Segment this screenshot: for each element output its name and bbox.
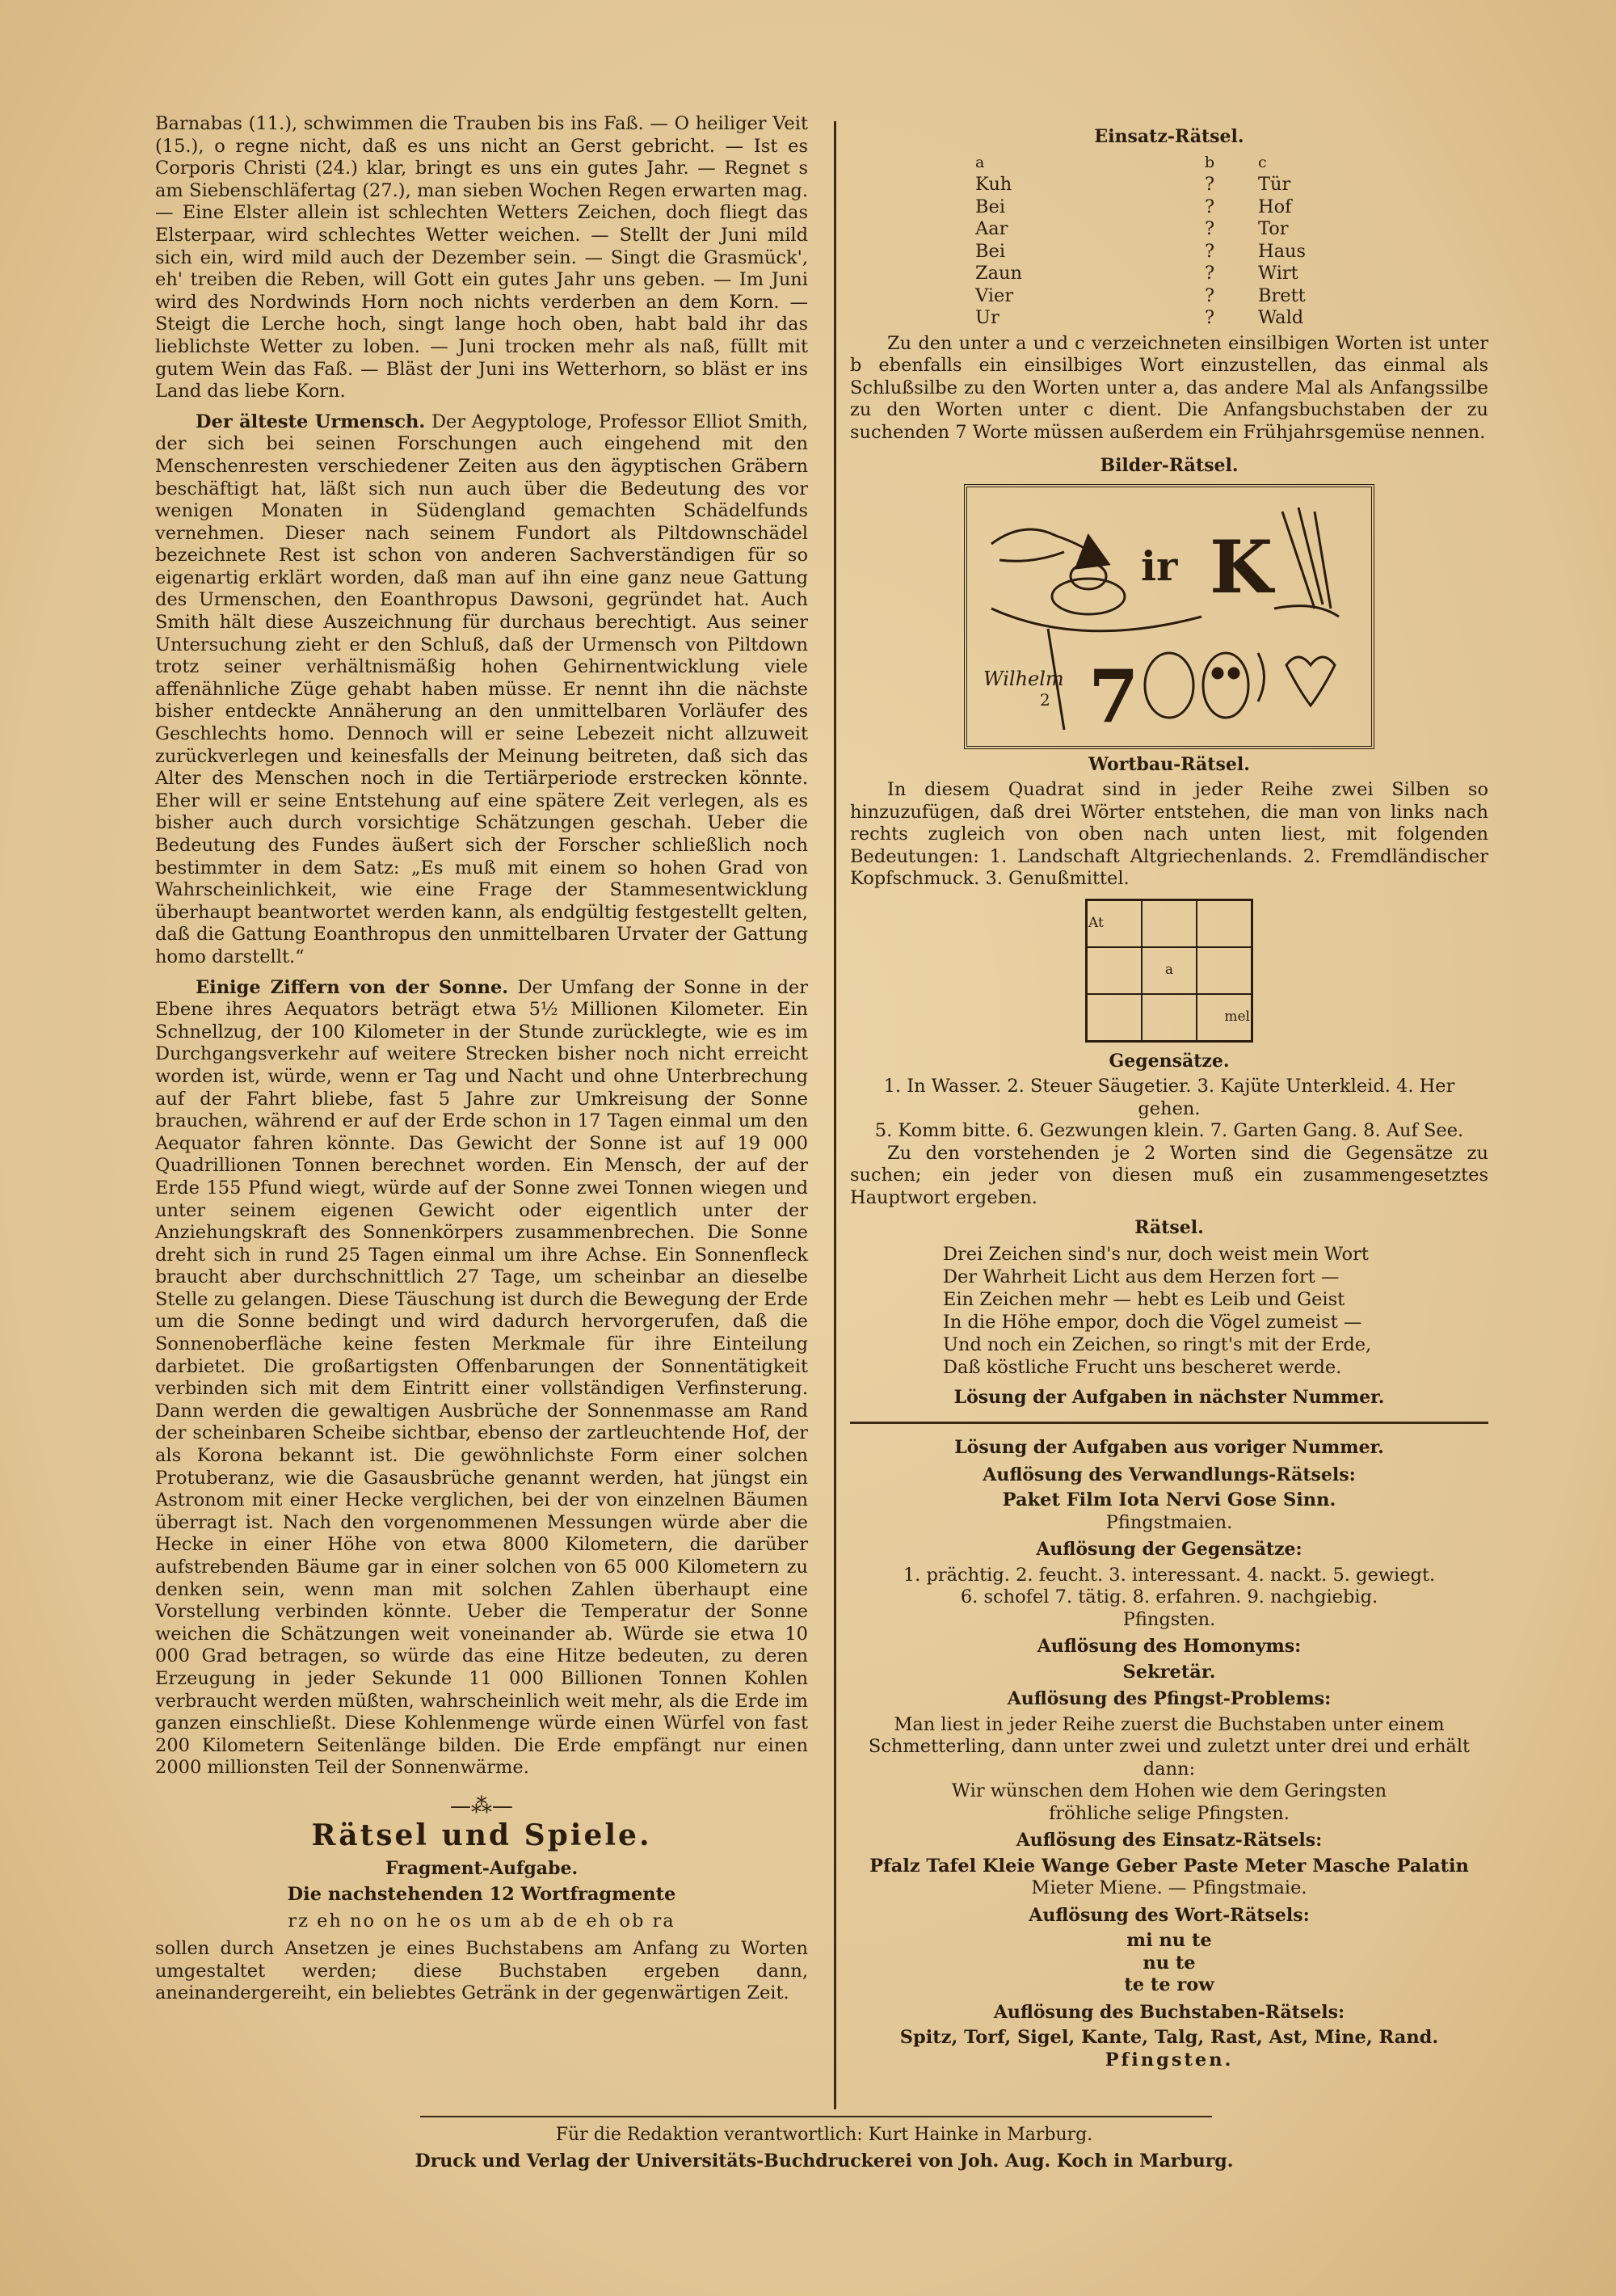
right-column xyxy=(850,121,1488,2071)
einsatz-row xyxy=(943,241,1395,263)
wheat-drawing xyxy=(1274,605,1339,616)
rebus-seven: 7 xyxy=(1088,653,1139,739)
wortbau-title: Wortbau-Rätsel. xyxy=(1088,753,1250,775)
einsatz-cell: ? xyxy=(1204,218,1215,239)
geg-title: Auflösung der Gegensätze: xyxy=(1036,1539,1302,1560)
sonne-text: Der Umfang der Sonne in der Ebene ihres Aequators beträgt etwa 5½ Millionen Kilometer. Ein Schnellzug, der 100 Kilometer in der Stunde zurücklegte, wie es im Durchgangsverkehr auf weitere Strecken bisher noch nicht erreicht worden ist, würde, wenn er Tag und Nacht und ohne Unterbrechung auf der Fahrt bliebe, fast 5 Jahre zur Umkreisung der Sonne brauchen, während er auf der Erde schon in 17 Tagen einmal um den Aequator fahren könnte. Das Gewicht der Sonne ist auf 19 000 Quadrillionen Tonnen berechnet worden. Ein Mensch, der auf der Erde 155 Pfund wiegt, würde auf der Sonne zwei Tonnen wiegen und unter seinem eigenen Gewicht oder eigentlich unter der Anziehungskraft des Sonnenkörpers zusammenbrechen. Die Sonne dreht sich in rund 25 Tagen einmal um ihre Achse. Ein Sonnenfleck braucht aber durchschnittlich 27 Tage, um scheinbar an dieselbe Stelle zu gelangen. Diese Täuschung ist durch die Bewegung der Erde um die Sonne bedingt und wird dadurch hervorgerufen, daß die Sonnenoberfläche keine festen Merkmale für ihre Einteilung darbietet. Die großartigsten Offenbarungen der Sonnentätigkeit verbinden sich mit dem Eintritt einer vollständigen Verfinsterung. Dann werden die gewaltigen Ausbrüche der Sonnenmasse am Rand der scheinbaren Scheibe sichtbar, ebenso der zartleuchtende Hof, der als Korona bekannt ist. Die gewöhnlichste Form einer solchen Protuberanz, wie die Gasausbrüche genannt werden, hat jüngst ein Astronom mit einer Hecke verglichen, bei der von einzelnen Bäumen überragt ist. Nach den vorgenommenen Messungen würde aber die Hecke in einer Höhe von etwa 8000 Kilometern, die darüber aufstrebenden Bäume gar in einer solchen von 65 000 Kilometern zu denken sein, wenn man mit solchen Zahlen überhaupt eine Vorstellung verbinden könnte. Ueber die Temperatur der Sonne weichen die Schätzungen weit voneinander ab. Würde sie etwa 10 000 Grad betragen, so würde das eine Hitze bedeuten, zu deren Erzeugung in jeder Sekunde 11 000 Billionen Tonnen Kohlen verbraucht werden müßten, wahrscheinlich weit mehr, als die Erde im ganzen einschließt. Diese Kohlenmenge würde einen Würfel von fast 200 Kilometern Seitenlänge bilden. Die Erde empfängt nur einen 2000 millionsten Teil der Sonnenwärme. xyxy=(155,976,808,1779)
einsatz-cell: Brett xyxy=(1258,284,1306,306)
curve-line xyxy=(991,609,1201,631)
hand-drawing xyxy=(999,552,1064,561)
wort-sol-line: te te row xyxy=(1124,1974,1214,1995)
bilder-title: Bilder-Rätsel. xyxy=(1100,455,1239,476)
geg-line: Pfingsten. xyxy=(1122,1608,1216,1630)
sonne-article xyxy=(155,977,808,1780)
einsatz-cell: Ur xyxy=(975,307,999,328)
einsatz-row xyxy=(943,218,1395,241)
urmensch-heading: Der älteste Urmensch. xyxy=(196,411,426,432)
einsatz-cell: ? xyxy=(1204,196,1215,217)
verw-line: Pfingstmaien. xyxy=(1105,1511,1233,1533)
einsatz-cell: ? xyxy=(1204,240,1215,262)
weather-sayings-paragraph: Barnabas (11.), schwimmen die Trauben bis ins Faß. — O heiliger Veit (15.), o regne nicht, daß es uns nicht an Gerst gebricht. — Ist es Corporis Christi (24.) klar, bringt es uns ein gutes Jahr. — Regnet s am Siebenschläfertag (27.), man sieben Wochen Regen erwarten mag. — Eine Elster allein ist schlechten Wetters Zeichen, doch fliegt das Elsterpaar, wird schlechtes Wetter weichen. — Stellt der Juni mild sich ein, wird mild auch der Dezember sein. — Singt die Grasmück', eh' treiben die Reben, will Gott ein gutes Jahr uns geben. — Im Juni wird des Nordwinds Horn noch nichts verderben an dem Korn. — Steigt die Lerche hoch, singt lange hoch oben, habt bald ihr das lieblichste Wetter zu loben. — Juni trocken mehr als naß, füllt mit gutem Wein das Faß. — Bläst der Juni ins Wetterhorn, so bläst er ins Land das liebe Korn. xyxy=(155,113,808,402)
rebus-illustration xyxy=(967,487,1371,746)
left-column xyxy=(155,113,808,2013)
wortbau-text: In diesem Quadrat sind in jeder Reihe zwei Silben so hinzuzufügen, daß drei Wörter entstehen, die man von links nach rechts zugleich von oben nach unten liest, mit folgenden Bedeutungen: 1. Landschaft Altgriechenlands. 2. Fremdländischer Kopfschmuck. 3. Genußmittel. xyxy=(850,779,1488,889)
s-curve-drawing xyxy=(1258,653,1265,701)
einsatz-cell: Wald xyxy=(1258,307,1304,328)
rebus-ir: ir xyxy=(1141,541,1178,590)
bilder-raetsel-picture xyxy=(964,484,1374,749)
einsatz-cell: Tür xyxy=(1258,174,1291,195)
einsatz-header-row xyxy=(943,152,1395,175)
grid-cell xyxy=(1087,994,1143,1042)
einsatz-cell: ? xyxy=(1204,263,1215,284)
einsatz-sol-line: Pfalz Tafel Kleie Wange Geber Paste Meter Masche Palatin xyxy=(869,1855,1469,1877)
heart-drawing xyxy=(1286,657,1335,706)
grid-cell xyxy=(1087,947,1143,994)
einsatz-cell: Wirt xyxy=(1258,263,1298,284)
rebus-two: 2 xyxy=(1040,689,1050,710)
pfingst-title: Auflösung des Pfingst-Problems: xyxy=(1007,1688,1332,1709)
wort-sol-title: Auflösung des Wort-Rätsels: xyxy=(1029,1904,1310,1926)
einsatz-row xyxy=(943,285,1395,308)
einsatz-cell: Tor xyxy=(1258,218,1289,239)
einsatz-head-a: a xyxy=(975,153,985,171)
buch-sol-line: Pfingsten. xyxy=(1105,2049,1234,2071)
hom-line: Sekretär. xyxy=(1122,1661,1216,1683)
gegensaetze-line: 5. Komm bitte. 6. Gezwungen klein. 7. Garten Gang. 8. Auf See. xyxy=(874,1120,1464,1141)
geg-line: 1. prächtig. 2. feucht. 3. interessant. 4. nackt. 5. gewiegt. xyxy=(903,1564,1436,1586)
einsatz-row xyxy=(943,263,1395,285)
einsatz-row xyxy=(943,307,1395,330)
verw-line: Paket Film Iota Nervi Gose Sinn. xyxy=(1002,1489,1336,1510)
einsatz-cell: Vier xyxy=(975,284,1014,306)
einsatz-cell: Hof xyxy=(1258,196,1292,217)
poem-line: Und noch ein Zeichen, so ringt's mit der Erde, xyxy=(943,1333,1372,1355)
grid-cell xyxy=(1142,899,1197,947)
buch-sol-title: Auflösung des Buchstaben-Rätsels: xyxy=(993,2001,1345,2023)
einsatz-cell: Zaun xyxy=(975,263,1023,284)
verw-title: Auflösung des Verwandlungs-Rätsels: xyxy=(983,1464,1356,1485)
pfingst-line: Man liest in jeder Reihe zuerst die Buchstaben unter einem Schmetterling, dann unter zwei und zuletzt unter drei und erhält dann: xyxy=(868,1713,1471,1780)
grid-cell: a xyxy=(1142,947,1197,994)
einsatz-title: Einsatz-Rätsel. xyxy=(1094,126,1244,147)
fragment-text: sollen durch Ansetzen je eines Buchstabens am Anfang zu Worten umgestaltet werden; diese Buchstaben ergeben dann, aneinandergereiht, ein beliebtes Getränk in der gegenwärtigen Zeit. xyxy=(155,1937,808,2004)
section-title: Rätsel und Spiele. xyxy=(311,1818,652,1852)
wort-sol-line: nu te xyxy=(1143,1952,1196,1974)
einsatz-cell: ? xyxy=(1204,174,1215,195)
urmensch-article xyxy=(155,411,808,969)
pfingst-line: Wir wünschen dem Hohen wie dem Geringsten xyxy=(951,1780,1387,1801)
footer xyxy=(380,2122,1269,2174)
fragment-intro: Die nachstehenden 12 Wortfragmente xyxy=(287,1883,676,1905)
raetsel-poem xyxy=(943,1243,1395,1379)
rebus-k: K xyxy=(1210,524,1273,610)
einsatz-cell: Bei xyxy=(975,196,1006,217)
loesung-prev-title: Lösung der Aufgaben aus voriger Nummer. xyxy=(954,1437,1384,1458)
grid-cell: At xyxy=(1087,899,1143,947)
grid-cell: mel xyxy=(1197,994,1252,1042)
einsatz-sol-title: Auflösung des Einsatz-Rätsels: xyxy=(1016,1830,1323,1851)
wort-sol-line: mi nu te xyxy=(1126,1930,1212,1951)
grid-cell xyxy=(1197,899,1252,947)
einsatz-head-b: b xyxy=(1204,153,1215,171)
raetsel-title: Rätsel. xyxy=(1134,1217,1204,1238)
einsatz-cell: Haus xyxy=(1258,240,1307,262)
solutions-divider xyxy=(850,1422,1488,1424)
hom-title: Auflösung des Homonyms: xyxy=(1037,1636,1302,1657)
einsatz-cell: ? xyxy=(1204,284,1215,306)
gegensaetze-text: Zu den vorstehenden je 2 Worten sind die Gegensätze zu suchen; ein jeder von diesen muß ein zusammengesetztes Hauptwort ergeben. xyxy=(850,1142,1488,1208)
einsatz-cell: Kuh xyxy=(975,174,1012,195)
fragment-letters: rz eh no on he os um ab de eh ob ra xyxy=(288,1911,675,1932)
einsatz-text: Zu den unter a und c verzeichneten einsilbigen Worten ist unter b ebenfalls ein einsilbiges Wort einzustellen, das einmal als Schlußsilbe zu den Worten unter a, das andere Mal als Anfangssilbe zu den Worten unter c dient. Die Anfangsbuchstaben der zu suchenden 7 Worte müssen außerdem ein Frühjahrsgemüse nennen. xyxy=(850,332,1488,443)
grid-cell xyxy=(1197,947,1252,994)
footer-rule xyxy=(420,2116,1212,2117)
wortbau-grid xyxy=(1085,899,1253,1043)
loesung-next: Lösung der Aufgaben in nächster Nummer. xyxy=(953,1386,1385,1408)
grid-cell xyxy=(1142,994,1197,1042)
einsatz-cell: Bei xyxy=(975,240,1006,262)
poem-line: Der Wahrheit Licht aus dem Herzen fort — xyxy=(943,1266,1340,1287)
ornament-divider: —⁂— xyxy=(450,1793,513,1818)
wheat-drawing xyxy=(1282,508,1331,609)
poem-line: Ein Zeichen mehr — hebt es Leib und Geist xyxy=(943,1288,1345,1310)
gegensaetze-line: 1. In Wasser. 2. Steuer Säugetier. 3. Kajüte Unterkleid. 4. Her gehen. xyxy=(883,1076,1455,1119)
sonne-heading: Einige Ziffern von der Sonne. xyxy=(196,976,509,998)
urmensch-text: Der Aegyptologe, Professor Elliot Smith, der sich bei seinen Forschungen auch eingehend mit den Menschenresten verschiedener Zeiten aus den ägyptischen Gräbern beschäftigt hat, läßt sich nun auch über die Bedeutung des vor wenigen Monaten in Südengland gemachten Schädelfunds vernehmen. Dieser nach seinem Fundort als Piltdownschädel bezeichnete Rest ist schon von anderen Sachverständigen für so eigenartig erklärt worden, daß man auf ihn eine ganz neue Gattung des Urmenschen, den Eoanthropus Dawsoni, gegründet hat. Auch Smith hält diese Auszeichnung für durchaus berechtigt. Aus seiner Untersuchung zieht er den Schluß, daß der Urmensch von Piltdown trotz seiner verhältnismäßig hohen Gehirnentwicklung viele affenähnliche Züge gehabt haben müsse. Er nennt ihn die nächste bisher entdeckte Annäherung an den unmittelbaren Vorläufer des Geschlechts homo. Dennoch will er seine Lebezeit nicht allzuweit zurückverlegen und keinesfalls der Meinung beitreten, daß sich das Alter des Menschen noch in die Tertiärperiode erstrecken könnte. Eher will er seine Entstehung auf eine spätere Zeit verlegen, als es bisher auch durch vorsichtige Schätzungen geschah. Ueber die Bedeutung des Fundes äußert sich der Forscher schließlich noch bestimmter in dem Satz: „Es muß mit einem so hohen Grad von Wahrscheinlichkeit, wie eine Frage der Stammesentwicklung überhaupt beantwortet werden kann, als endgültig festgestellt gelten, daß die Gattung Eoanthropus den unmittelbaren Urvater der Gattung homo darstellt.“ xyxy=(155,411,808,967)
pfingst-line: fröhliche selige Pfingsten. xyxy=(1049,1802,1290,1824)
einsatz-cell: Aar xyxy=(975,218,1008,239)
poem-line: Daß köstliche Frucht uns bescheret werde. xyxy=(943,1356,1342,1378)
einsatz-sol-line: Mieter Miene. — Pfingstmaie. xyxy=(1031,1877,1307,1898)
footer-printer: Druck und Verlag der Universitäts-Buchdruckerei von Joh. Aug. Koch in Marburg. xyxy=(415,2151,1234,2172)
einsatz-cell: ? xyxy=(1204,307,1215,328)
gegensaetze-title: Gegensätze. xyxy=(1109,1050,1230,1072)
owl-eye xyxy=(1229,668,1239,678)
footer-editor: Für die Redaktion verantwortlich: Kurt Hainke in Marburg. xyxy=(555,2125,1093,2145)
owl-eye xyxy=(1213,668,1223,678)
fragment-title: Fragment-Aufgabe. xyxy=(385,1858,579,1880)
column-divider xyxy=(834,121,836,2109)
zero-drawing xyxy=(1145,653,1193,718)
rebus-signature: Wilhelm xyxy=(983,667,1064,690)
poem-line: In die Höhe empor, doch die Vögel zumeist — xyxy=(943,1311,1362,1333)
buch-sol-line: Spitz, Torf, Sigel, Kante, Talg, Rast, Ast, Mine, Rand. xyxy=(899,2027,1439,2048)
egg-drawing xyxy=(1052,579,1125,614)
geg-line: 6. schofel 7. tätig. 8. erfahren. 9. nachgiebig. xyxy=(960,1586,1378,1607)
einsatz-table xyxy=(943,152,1395,330)
poem-line: Drei Zeichen sind's nur, doch weist mein Wort xyxy=(943,1243,1369,1265)
einsatz-head-c: c xyxy=(1258,153,1267,171)
einsatz-row xyxy=(943,174,1395,196)
owl-drawing xyxy=(1203,653,1248,718)
einsatz-row xyxy=(943,196,1395,219)
